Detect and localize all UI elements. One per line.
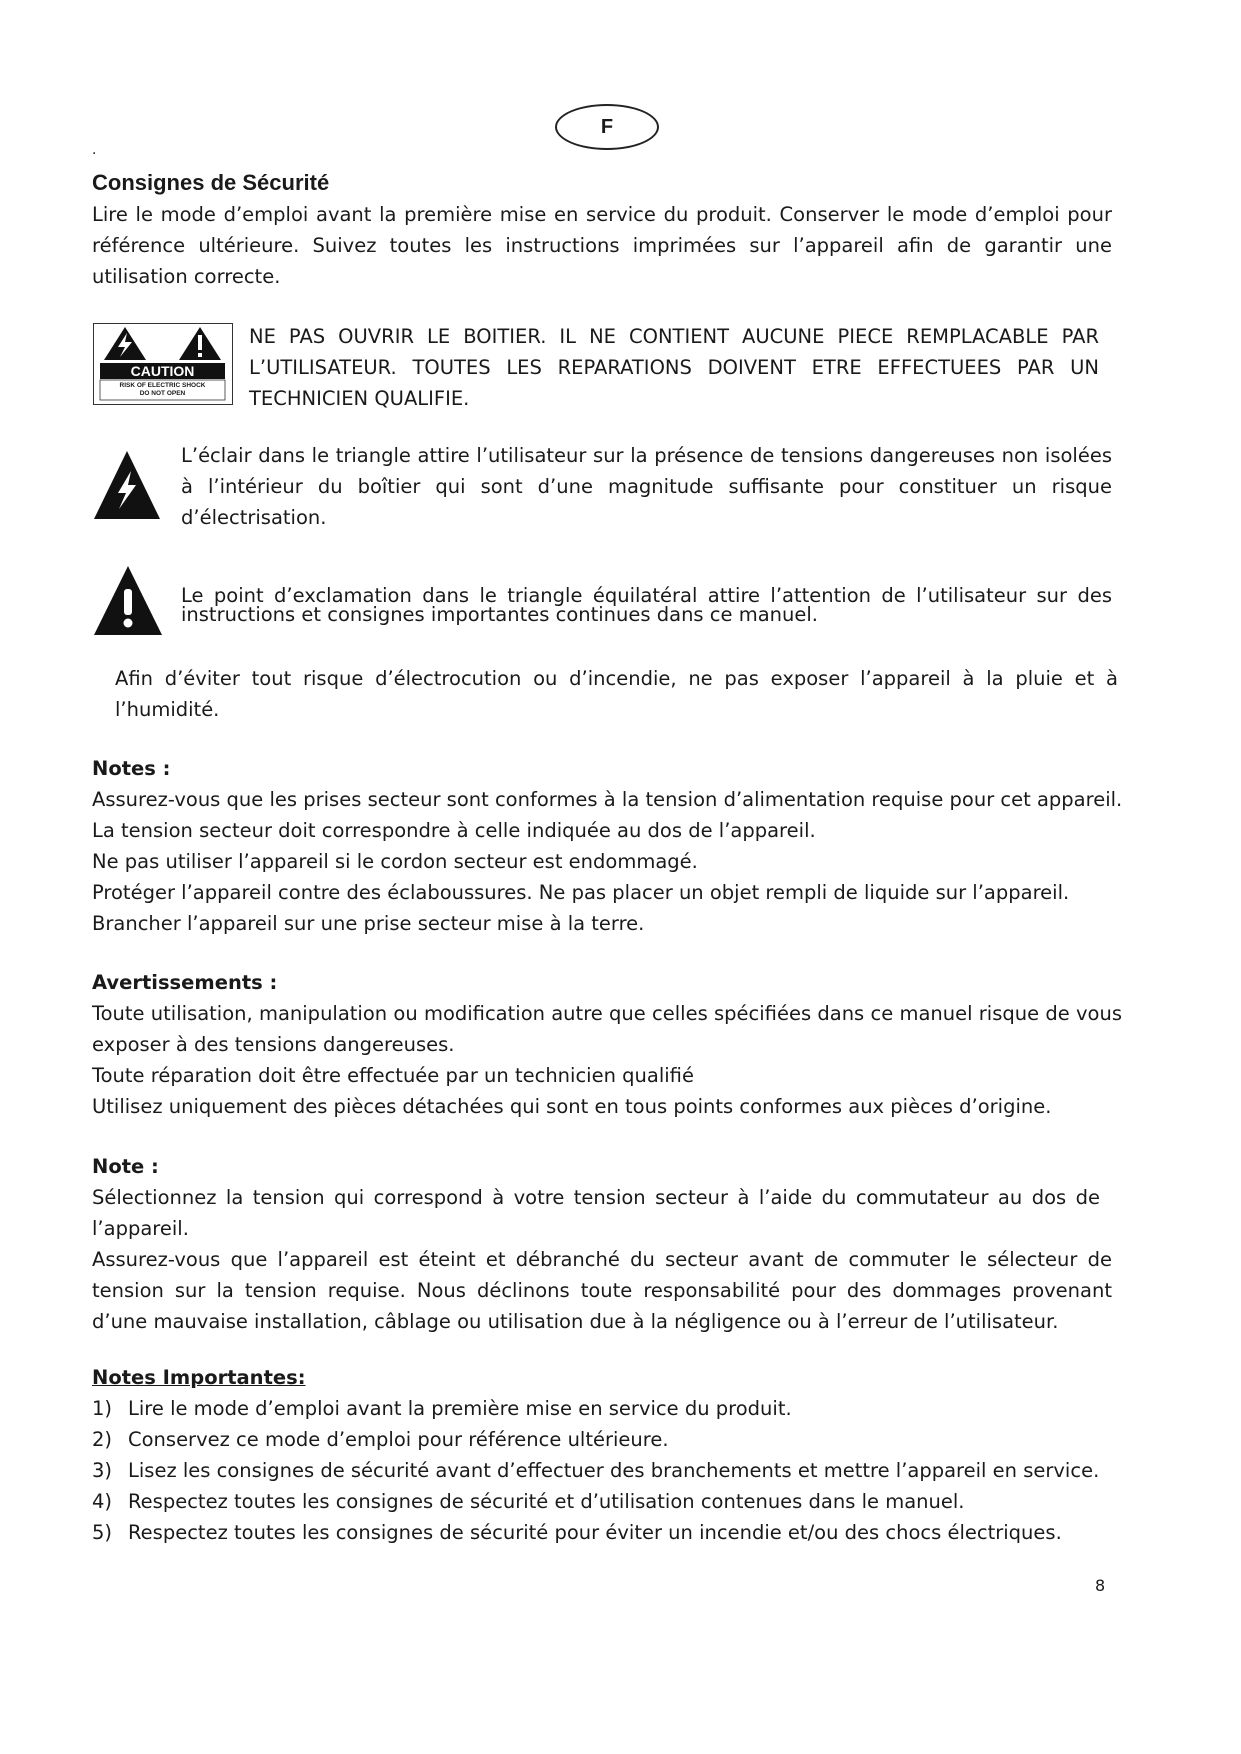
notes-list [92,784,1122,939]
list-item: Assurez-vous que les prises secteur sont conformes à la tension d’alimentation requise pour cet appareil. [92,788,1123,811]
list-text: Respectez toutes les consignes de sécurité et d’utilisation contenues dans le manuel. [128,1490,965,1513]
list-item: Brancher l’appareil sur une prise secteur mise à la terre. [92,912,645,935]
caution-word: CAUTION [130,363,195,379]
list-number: 4) [92,1490,113,1513]
note-paragraph-1: Sélectionnez la tension qui correspond à votre tension secteur à l’aide du commutateur au dos de l’appareil. [92,1186,1100,1240]
page-title: Consignes de Sécurité [92,170,330,195]
caution-sub-2: DO NOT OPEN [139,390,186,397]
important-heading: Notes Importantes: [92,1366,306,1389]
list-item [92,1393,1099,1424]
caution-text: NE PAS OUVRIR LE BOITIER. IL NE CONTIENT AUCUNE PIECE REMPLACABLE PAR L’UTILISATEUR. TOUTES LES REPARATIONS DOIVENT ETRE EFFECTUEES PAR UN TECHNICIEN QUALIFIE. [249,325,1099,410]
note-block [92,1182,1112,1337]
list-number: 2) [92,1428,113,1451]
list-number: 3) [92,1459,113,1482]
note-paragraph-2: Assurez-vous que l’appareil est éteint et débranché du secteur avant de commuter le sélecteur de tension sur la tension requise. Nous déclinons toute responsabilité pour des dommages provenant d’une mauvaise installation, câblage ou utilisation due à la négligence ou à l’erreur de l’utilisateur. [92,1248,1112,1333]
warnings-line-3: Utilisez uniquement des pièces détachées qui sont en tous points conformes aux pièces d’origine. [92,1095,1052,1118]
list-item: Ne pas utiliser l’appareil si le cordon secteur est endommagé. [92,850,698,873]
list-item [92,1455,1099,1486]
caution-sub-1: RISK OF ELECTRIC SHOCK [119,382,206,389]
rain-warning: Afin d’éviter tout risque d’électrocution ou d’incendie, ne pas exposer l’appareil à la pluie et à l’humidité. [115,667,1118,721]
list-item [92,1517,1099,1548]
warnings-heading: Avertissements : [92,971,278,994]
notes-heading: Notes : [92,757,171,780]
list-number: 5) [92,1521,113,1544]
list-number: 1) [92,1397,113,1420]
page-number: 8 [1095,1576,1106,1595]
list-text: Lisez les consignes de sécurité avant d’effectuer des branchements et mettre l’appareil en service. [128,1459,1100,1482]
important-list [92,1393,1099,1548]
note-heading: Note : [92,1155,159,1178]
lightning-warning-icon [93,449,161,521]
exclamation-explanation: Le point d’exclamation dans le triangle équilatéral attire l’attention de l’utilisateur sur des instructions et consignes importantes continues dans ce manuel. [181,584,1112,626]
exclamation-warning-icon [93,565,163,637]
list-item [92,1424,1099,1455]
warnings-block [92,998,1122,1122]
list-item [92,1486,1099,1517]
list-text: Lire le mode d’emploi avant la première mise en service du produit. [128,1397,792,1420]
list-item: La tension secteur doit correspondre à celle indiquée au dos de l’appareil. [92,819,816,842]
language-badge [555,104,659,150]
list-item: Protéger l’appareil contre des éclaboussures. Ne pas placer un objet rempli de liquide sur l’appareil. [92,881,1070,904]
stray-dot: . [92,142,97,158]
lightning-explanation: L’éclair dans le triangle attire l’utilisateur sur la présence de tensions dangereuses non isolées à l’intérieur du boîtier qui sont d’une magnitude suffisante pour constituer un risque d’électrisation. [181,444,1112,529]
language-badge-label: F [600,115,614,138]
warnings-paragraph: Toute utilisation, manipulation ou modification autre que celles spécifiées dans ce manuel risque de vous exposer à des tensions dangereuses. [92,1002,1122,1056]
list-text: Respectez toutes les consignes de sécurité pour éviter un incendie et/ou des chocs électriques. [128,1521,1062,1544]
warnings-line-2: Toute réparation doit être effectuée par un technicien qualifié [92,1064,694,1087]
caution-label-icon [93,323,233,405]
intro-paragraph: Lire le mode d’emploi avant la première mise en service du produit. Conserver le mode d’emploi pour référence ultérieure. Suivez toutes les instructions imprimées sur l’appareil afin de garantir une utilisation correcte. [92,203,1112,288]
list-text: Conservez ce mode d’emploi pour référence ultérieure. [128,1428,669,1451]
